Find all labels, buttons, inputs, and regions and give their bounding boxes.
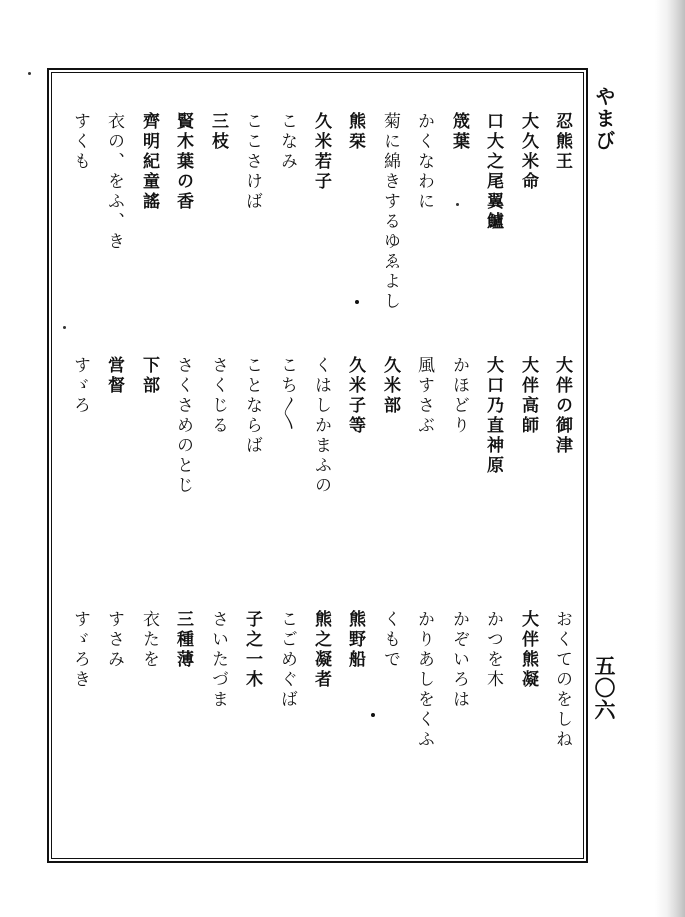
page-number: 五〇六 bbox=[592, 655, 617, 721]
entry-bottom-15: すゞろき bbox=[70, 610, 90, 690]
entry-bottom-14: すさみ bbox=[104, 610, 124, 670]
entry-middle-2: 大伴高師 bbox=[518, 356, 538, 436]
entry-bottom-13: 衣たを bbox=[139, 610, 159, 670]
entry-bottom-12: 三種薄 bbox=[173, 610, 193, 670]
entry-middle-1: 大伴の御津 bbox=[552, 356, 572, 456]
entry-top-15: すくも bbox=[70, 112, 90, 172]
entry-top-14: 衣の、をふ、き bbox=[104, 112, 124, 252]
entry-middle-10: ことならば bbox=[242, 356, 262, 456]
scan-speck bbox=[456, 203, 459, 206]
entry-middle-4: かほどり bbox=[449, 356, 469, 436]
entry-middle-3: 大口乃直神原 bbox=[483, 356, 503, 476]
entry-top-3: 口大之尾翼鱸 bbox=[483, 112, 503, 232]
page-edge-shadow bbox=[655, 0, 685, 917]
entry-top-11: 三枝 bbox=[208, 112, 228, 152]
entry-top-10: ここさけば bbox=[242, 112, 262, 212]
entry-bottom-9: こごめぐば bbox=[277, 610, 297, 710]
entry-middle-14: 営督 bbox=[104, 356, 124, 396]
entry-top-4: 筬葉 bbox=[449, 112, 469, 152]
entry-top-5: かくなわに bbox=[414, 112, 434, 212]
entry-middle-7: 久米子等 bbox=[345, 356, 365, 436]
entry-middle-9: こち〳〵 bbox=[277, 356, 297, 433]
entry-middle-6: 久米部 bbox=[380, 356, 400, 416]
entry-bottom-4: かぞいろは bbox=[449, 610, 469, 710]
entry-bottom-2: 大伴熊凝 bbox=[518, 610, 538, 690]
entry-middle-11: さくじる bbox=[208, 356, 228, 436]
entry-bottom-5: かりあしをくふ bbox=[414, 610, 434, 750]
entry-top-1: 忍熊王 bbox=[552, 112, 572, 172]
entry-top-12: 賢木葉の香 bbox=[173, 112, 193, 212]
entry-bottom-3: かつを木 bbox=[483, 610, 503, 690]
scan-speck bbox=[28, 72, 31, 75]
entry-middle-15: すゞろ bbox=[70, 356, 90, 416]
entry-middle-8: くはしかまふの bbox=[311, 356, 331, 496]
entry-bottom-10: 子之一木 bbox=[242, 610, 262, 690]
running-header: やまび bbox=[592, 86, 616, 152]
entry-top-9: こなみ bbox=[277, 112, 297, 172]
entry-top-13: 齊明紀童謠 bbox=[139, 112, 159, 212]
mark-dot bbox=[371, 713, 375, 717]
entry-top-2: 大久米命 bbox=[518, 112, 538, 192]
entry-middle-5: 風すさぶ bbox=[414, 356, 434, 436]
entry-middle-12: さくさめのとじ bbox=[173, 356, 193, 496]
scan-speck bbox=[63, 326, 66, 329]
entry-top-6: 菊に綿きするゆゑよし bbox=[380, 112, 400, 312]
entry-bottom-8: 熊之凝者 bbox=[311, 610, 331, 690]
entry-bottom-7: 熊野船 bbox=[345, 610, 365, 670]
mark-dot bbox=[355, 300, 359, 304]
entry-top-8: 久米若子 bbox=[311, 112, 331, 192]
entry-bottom-6: くもで bbox=[380, 610, 400, 670]
entry-bottom-11: さいたづま bbox=[208, 610, 228, 710]
entry-top-7: 熊栞 bbox=[345, 112, 365, 152]
entry-bottom-1: おくてのをしね bbox=[552, 610, 572, 750]
entry-middle-13: 下部 bbox=[139, 356, 159, 396]
